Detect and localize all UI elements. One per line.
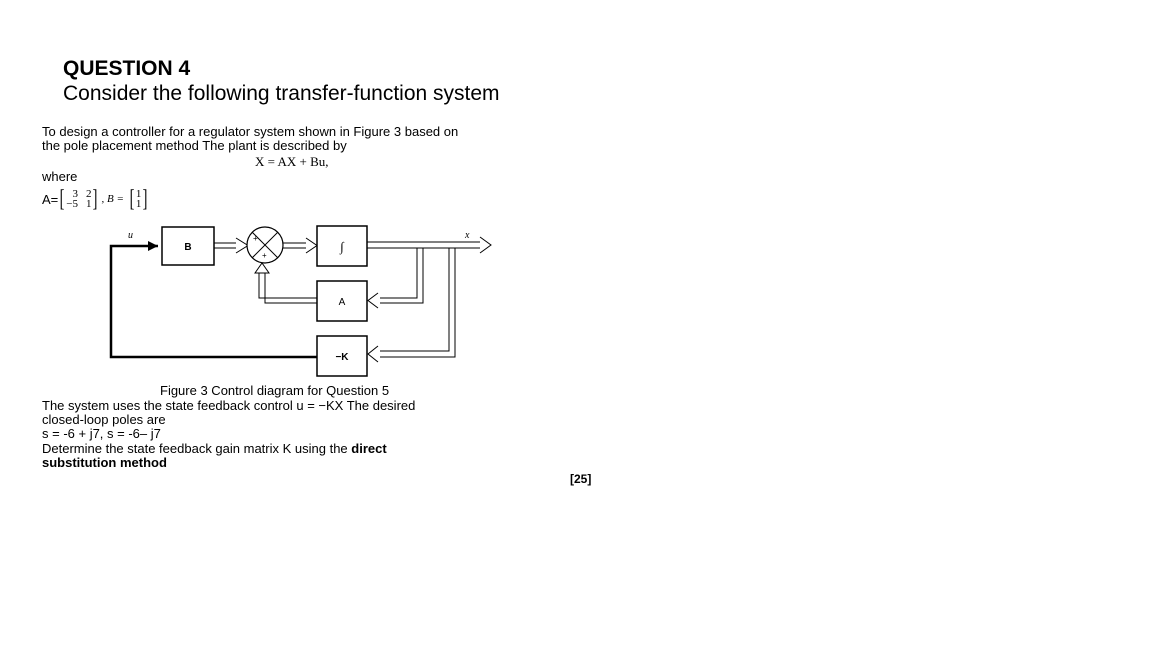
matrix-b-cell: 1 <box>135 198 142 210</box>
matrix-b: [ 1 1 ] <box>129 186 148 212</box>
intro-line-2: the pole placement method The plant is described by <box>42 138 347 153</box>
task-bold-direct: direct <box>351 441 387 456</box>
sum-plus-left: + <box>253 234 258 243</box>
sum-plus-bottom: + <box>262 251 267 260</box>
matrix-a-cell: 2 <box>85 188 92 200</box>
task-bold-method: substitution method <box>42 455 167 470</box>
matrix-b-label: , B = <box>101 193 124 205</box>
matrix-a-cell: 1 <box>85 198 92 210</box>
question-subheading: Consider the following transfer-function system <box>63 82 500 105</box>
body-line-2: closed-loop poles are <box>42 412 166 427</box>
matrix-b-cell: 1 <box>135 188 142 200</box>
matrix-a-label: A= <box>42 191 59 207</box>
arrow-sum-to-integrator <box>306 238 317 253</box>
matrix-a: [ 3 2 −5 1 ] <box>59 186 98 212</box>
intro-line-1: To design a controller for a regulator system shown in Figure 3 based on <box>42 124 459 139</box>
integrator-label: ∫ <box>340 239 344 254</box>
matrix-a-cell: −5 <box>66 198 78 210</box>
body-line-1: The system uses the state feedback control u = −KX The desired <box>42 398 416 413</box>
task-text: Determine the state feedback gain matrix K using the <box>42 441 352 456</box>
a-block-label: A <box>338 297 346 308</box>
arrow-b-to-sum <box>236 238 248 253</box>
question-heading: QUESTION 4 <box>63 57 191 80</box>
arrow-a-to-sum <box>255 263 269 273</box>
where-label: where <box>42 169 78 184</box>
output-x-label: x <box>465 230 470 241</box>
body-line-4 <box>42 442 387 456</box>
input-u-label: u <box>128 230 133 241</box>
marks-label: [25] <box>570 472 592 486</box>
figure-caption: Figure 3 Control diagram for Question 5 <box>160 383 390 398</box>
gain-block-label: −K <box>335 352 349 363</box>
b-block-label: B <box>184 242 192 253</box>
plant-equation: X = AX + Bu, <box>255 154 329 169</box>
output-arrow <box>480 237 491 253</box>
arrow-to-a-block <box>368 293 378 308</box>
matrix-a-cell: 3 <box>72 188 78 200</box>
poles-line: s = -6 + j7, s = -6– j7 <box>42 426 161 441</box>
arrow-to-gain-block <box>368 346 378 362</box>
